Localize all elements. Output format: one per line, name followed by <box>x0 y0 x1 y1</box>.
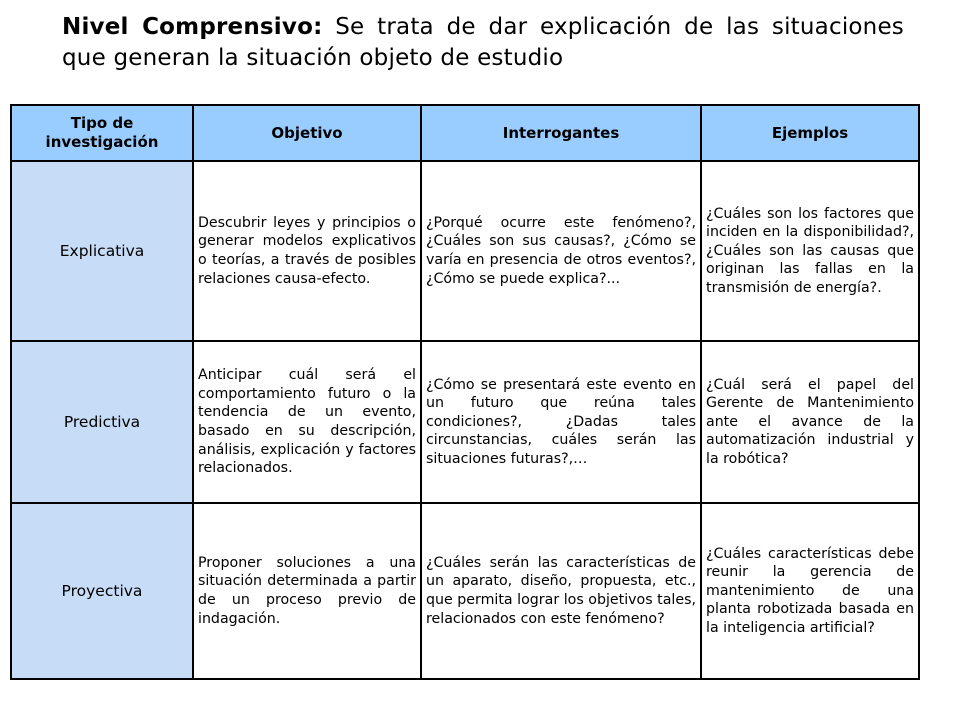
cell-interrogantes: ¿Cómo se presentará este evento en un futuro que reúna tales condiciones?, ¿Dadas tales circunstancias, cuáles serán las situaciones futuras?,… <box>421 341 701 503</box>
header-ejemplos: Ejemplos <box>701 105 919 161</box>
cell-objetivo: Proponer soluciones a una situación determinada a partir de un proceso previo de indagación. <box>193 503 421 679</box>
cell-tipo: Explicativa <box>11 161 193 341</box>
table-row <box>11 161 919 341</box>
cell-objetivo: Descubrir leyes y principios o generar modelos explicativos o teorías, a través de posibles relaciones causa-efecto. <box>193 161 421 341</box>
cell-objetivo: Anticipar cuál será el comportamiento futuro o la tendencia de un evento, basado en su descripción, análisis, explicación y factores relacionados. <box>193 341 421 503</box>
investigation-types-table <box>10 104 920 680</box>
header-objetivo: Objetivo <box>193 105 421 161</box>
cell-interrogantes: ¿Cuáles serán las características de un aparato, diseño, propuesta, etc., que permita lograr los objetivos tales, relacionados con este fenómeno? <box>421 503 701 679</box>
table-row <box>11 503 919 679</box>
cell-ejemplos: ¿Cuál será el papel del Gerente de Mantenimiento ante el avance de la automatización industrial y la robótica? <box>701 341 919 503</box>
cell-ejemplos: ¿Cuáles características debe reunir la gerencia de mantenimiento de una planta robotizada basada en la inteligencia artificial? <box>701 503 919 679</box>
heading-text: Se trata de dar explicación de las situaciones que generan la situación objeto de estudio <box>62 14 904 71</box>
cell-tipo: Proyectiva <box>11 503 193 679</box>
cell-ejemplos: ¿Cuáles son los factores que inciden en la disponibilidad?, ¿Cuáles son las causas que originan las fallas en la transmisión de energía?. <box>701 161 919 341</box>
cell-interrogantes: ¿Porqué ocurre este fenómeno?, ¿Cuáles son sus causas?, ¿Cómo se varía en presencia de otros eventos?, ¿Cómo se puede explica?... <box>421 161 701 341</box>
page-heading <box>62 12 904 74</box>
heading-label: Nivel Comprensivo: <box>62 14 323 40</box>
header-tipo: Tipo de investigación <box>11 105 193 161</box>
cell-tipo: Predictiva <box>11 341 193 503</box>
table-header-row <box>11 105 919 161</box>
table-row <box>11 341 919 503</box>
header-interrogantes: Interrogantes <box>421 105 701 161</box>
